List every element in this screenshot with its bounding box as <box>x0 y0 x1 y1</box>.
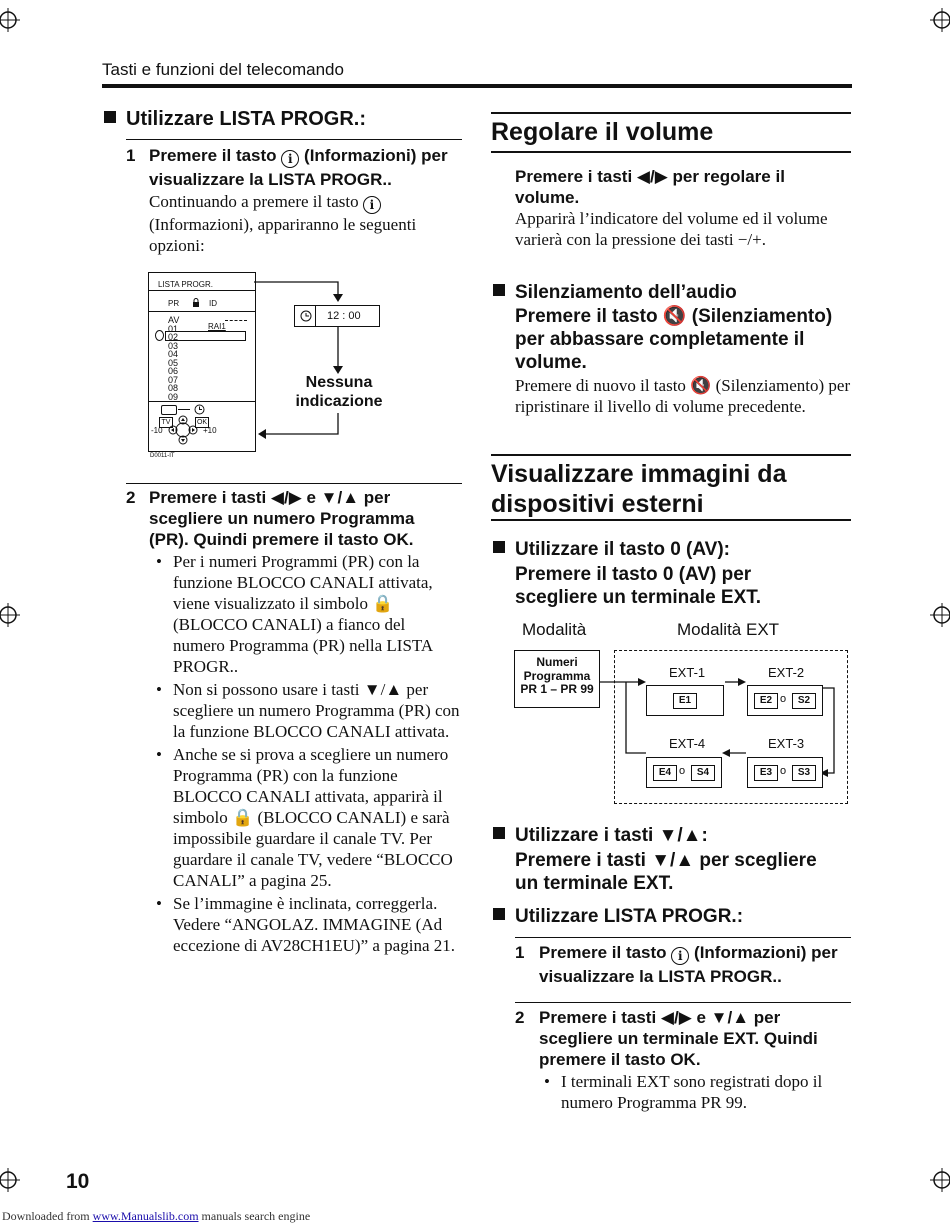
minus10-label: -10 <box>151 426 163 435</box>
or-label: o <box>679 765 686 777</box>
or-label: o <box>780 765 787 777</box>
step-rule <box>515 1002 851 1003</box>
mute-heading-text: Silenziamento dell’audio <box>515 282 737 303</box>
page-number: 10 <box>66 1170 90 1193</box>
registration-mark-icon <box>930 603 950 627</box>
step1-body-a: Continuando a premere il tasto <box>149 192 359 211</box>
ext-step2-bullets <box>539 1071 851 1115</box>
clock-icon <box>300 310 312 322</box>
arrows-heading-text: Utilizzare i tasti ▼/▲: <box>515 825 708 846</box>
av-instruction: Premere il tasto 0 (AV) per scegliere un terminale EXT. <box>515 564 762 608</box>
screen-divider <box>149 311 255 312</box>
step-number: 1 <box>515 943 525 962</box>
square-bullet-icon <box>493 541 505 553</box>
section-title-text: Utilizzare LISTA PROGR.: <box>126 108 367 130</box>
download-prefix: Downloaded from <box>2 1209 90 1223</box>
program-item: 01 <box>168 323 179 334</box>
numeri-programma-box: Numeri Programma PR 1 – PR 99 <box>514 650 600 708</box>
step1-body-b: (Informazioni), appariranno le seguenti opzioni: <box>149 215 417 255</box>
ext3-box <box>747 757 823 788</box>
step1-title-a: Premere il tasto <box>149 146 277 165</box>
info-icon: i <box>363 196 381 214</box>
step1-title <box>149 144 459 191</box>
screen-title: LISTA PROGR. <box>158 280 213 289</box>
step1-title-b: (Informazioni) per visualizzare la LISTA PROGR.. <box>149 146 448 189</box>
registration-mark-icon <box>930 1168 950 1192</box>
arrows-heading <box>493 825 708 847</box>
col-id: ID <box>209 299 217 308</box>
mute-body: Premere di nuovo il tasto 🔇 (Silenziamento) per ripristinare il livello di volume precedente. <box>515 376 851 416</box>
ext-step1-a: Premere il tasto <box>539 943 667 962</box>
heading-rule-top <box>491 454 851 456</box>
direction-pad-icon <box>167 414 199 446</box>
ext-label: EXT-2 <box>768 665 805 680</box>
program-id: RAI1 <box>208 322 226 331</box>
program-list <box>168 316 188 401</box>
av-heading <box>493 539 730 561</box>
lock-icon <box>192 298 200 307</box>
terminal-tag: S4 <box>691 765 715 781</box>
heading-rule-top <box>491 112 851 114</box>
program-item: 07 <box>168 374 179 385</box>
header-rule <box>102 84 852 88</box>
terminal-tag: E4 <box>653 765 677 781</box>
program-item: 04 <box>168 349 179 359</box>
bullet-item: • Per i numeri Programmi (PR) con la funzione BLOCCO CANALI attivata, viene visualizzato il simbolo 🔒 (BLOCCO CANALI) a fianco del numero Programma (PR) nella LISTA PROGR.. <box>151 551 461 677</box>
program-item: 05 <box>168 357 179 368</box>
or-label: o <box>780 693 787 705</box>
step2-bullets <box>151 551 461 958</box>
col-pr: PR <box>168 299 180 308</box>
ext4-box <box>646 757 722 788</box>
lista-progr-diagram <box>148 272 468 462</box>
mute-instruction: Premere il tasto 🔇 (Silenziamento) per abbassare completamente il volume. <box>515 306 833 373</box>
bullet-item: • Non si possono usare i tasti ▼/▲ per scegliere un numero Programma (PR) con la funzione BLOCCO CANALI attivata. <box>151 679 461 742</box>
manualslib-link[interactable]: www.Manualslib.com <box>92 1209 199 1223</box>
tv-button: TV <box>159 417 173 428</box>
terminal-tag: E2 <box>754 693 778 709</box>
mode-label: Modalità <box>522 620 587 639</box>
square-bullet-icon <box>493 284 505 296</box>
ext-step1-b: (Informazioni) per visualizzare la LISTA PROGR.. <box>539 943 838 986</box>
tv-screen <box>148 272 256 452</box>
external-heading: Visualizzare immagini da dispositivi esterni <box>491 460 787 518</box>
step-rule <box>126 483 462 484</box>
square-bullet-icon <box>104 111 116 123</box>
download-suffix: manuals search engine <box>201 1209 311 1223</box>
registration-mark-icon <box>0 8 20 32</box>
download-note <box>2 1209 310 1224</box>
square-bullet-icon <box>493 908 505 920</box>
heading-rule-bottom <box>491 519 851 521</box>
running-header: Tasti e funzioni del telecomando <box>102 60 344 79</box>
screen-divider <box>149 401 255 402</box>
step-number: 2 <box>126 488 136 507</box>
cursor-icon <box>155 330 164 341</box>
terminal-tag: E1 <box>673 693 697 709</box>
arrows-instruction: Premere i tasti ▼/▲ per scegliere un terminale EXT. <box>515 850 817 894</box>
registration-mark-icon <box>0 1168 20 1192</box>
info-icon: i <box>281 150 299 168</box>
step-number: 1 <box>126 146 136 165</box>
ext-label: EXT-1 <box>669 665 706 680</box>
av-heading-text: Utilizzare il tasto 0 (AV): <box>515 539 731 560</box>
clock-display <box>294 305 380 327</box>
ext-label: EXT-3 <box>768 736 805 751</box>
program-item: 06 <box>168 366 179 376</box>
section-rule <box>126 139 462 140</box>
bullet-item: • I terminali EXT sono registrati dopo il numero Programma PR 99. <box>539 1071 851 1113</box>
no-indicator-label: Nessuna indicazione <box>295 374 383 410</box>
info-icon: i <box>671 947 689 965</box>
diagram-code: D0011-IT <box>150 453 175 459</box>
step1-body <box>149 191 454 256</box>
volume-heading: Regolare il volume <box>491 118 714 146</box>
arrow-line <box>178 409 190 410</box>
mode-ext-label: Modalità EXT <box>677 620 780 639</box>
clock-time: 12 : 00 <box>327 310 361 322</box>
heading-rule-bottom <box>491 151 851 153</box>
registration-mark-icon <box>930 8 950 32</box>
section-title-lista <box>104 108 366 131</box>
program-highlight <box>165 331 246 341</box>
diagram-arrows <box>254 272 444 442</box>
square-bullet-icon <box>493 827 505 839</box>
step-number: 2 <box>515 1008 525 1027</box>
section-rule <box>515 937 851 938</box>
lista-heading-text: Utilizzare LISTA PROGR.: <box>515 906 744 927</box>
program-item: AV <box>168 315 180 325</box>
program-item: 02 <box>168 332 179 342</box>
volume-body: Apparirà l’indicatore del volume ed il volume varierà con la pressione dei tasti −/+. <box>515 209 828 249</box>
program-item: 03 <box>168 340 179 351</box>
terminal-tag: E3 <box>754 765 778 781</box>
program-item: 09 <box>168 391 179 402</box>
mute-heading <box>493 282 737 304</box>
ext2-box <box>747 685 823 716</box>
plus10-label: +10 <box>203 426 217 435</box>
ext-step2: Premere i tasti ◀/▶ e ▼/▲ per scegliere un terminale EXT. Quindi premere il tasto OK. <box>539 1008 818 1069</box>
ext1-box <box>646 685 724 716</box>
dash-line <box>225 320 247 321</box>
registration-mark-icon <box>0 603 20 627</box>
lista-heading <box>493 906 743 928</box>
program-item: 08 <box>168 383 179 393</box>
terminal-tag: S3 <box>792 765 816 781</box>
terminal-tag: S2 <box>792 693 816 709</box>
volume-instruction: Premere i tasti ◀/▶ per regolare il volume. <box>515 167 785 207</box>
clock-divider <box>315 306 316 326</box>
ext-label: EXT-4 <box>669 736 706 751</box>
bullet-item: • Anche se si prova a scegliere un numero Programma (PR) con la funzione BLOCCO CANALI attivata, apparirà il simbolo 🔒 (BLOCCO CANALI) e sarà impossibile guardare il canale TV. Per guardare il canale TV, vedere “BLOCCO CANALI” a pagina 25. <box>151 744 461 891</box>
ok-button: OK <box>196 419 208 426</box>
screen-divider <box>149 290 255 291</box>
ext-step1 <box>539 941 849 988</box>
bullet-item: • Se l’immagine è inclinata, correggerla. Vedere “ANGOLAZ. IMMAGINE (Ad eccezione di AV28CH1EU)” a pagina 21. <box>151 893 461 956</box>
step2-title: Premere i tasti ◀/▶ e ▼/▲ per scegliere un numero Programma (PR). Quindi premere il tasto OK. <box>149 488 415 549</box>
